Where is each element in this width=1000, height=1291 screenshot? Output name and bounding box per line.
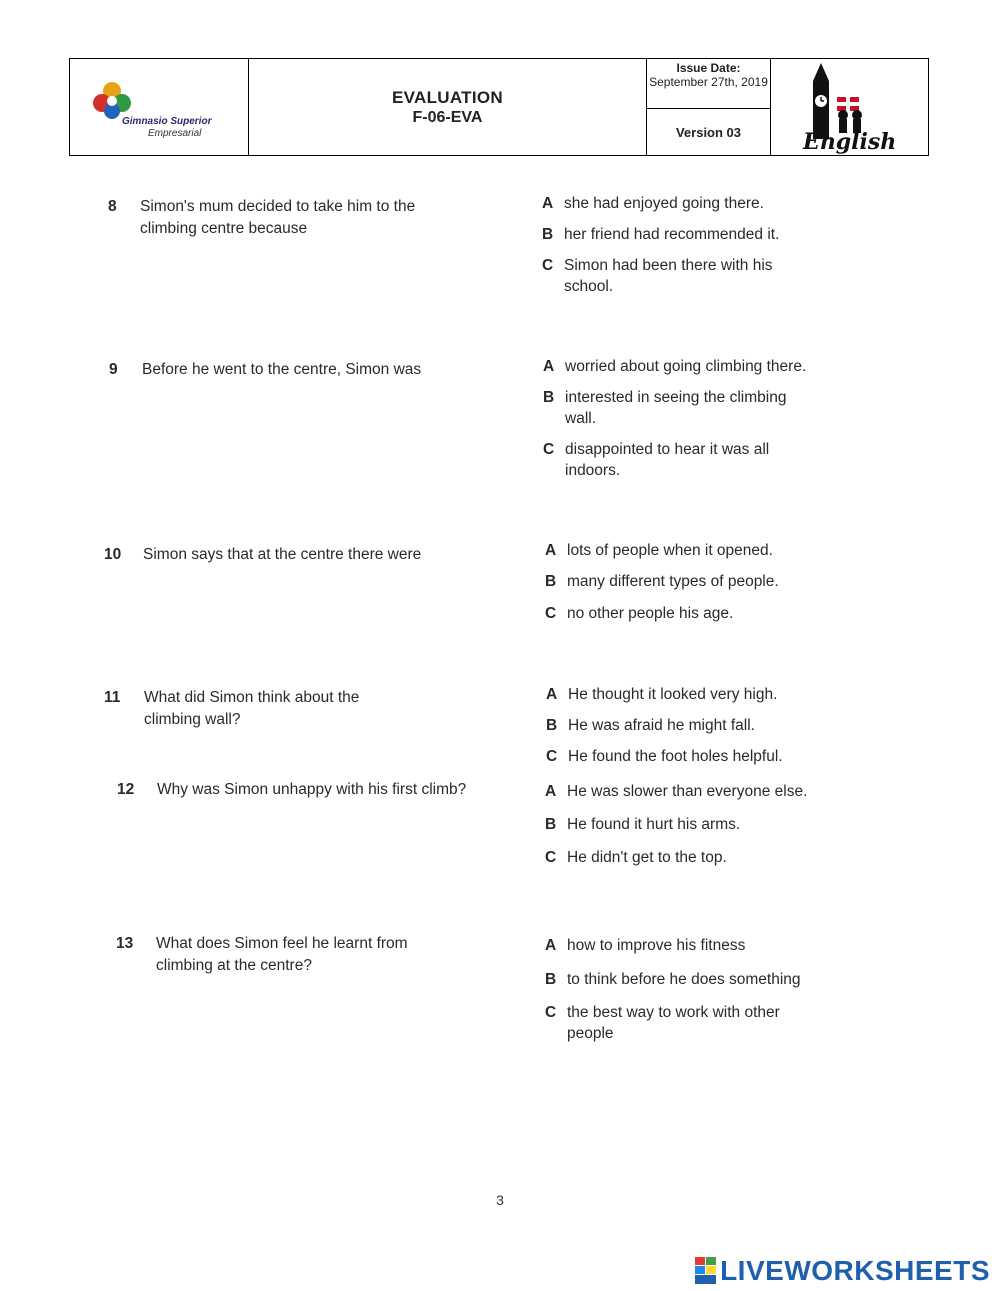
option-text: worried about going climbing there. (565, 358, 807, 375)
question-stem: Simon's mum decided to take him to the climbing centre because (140, 198, 416, 237)
option-letter: C (543, 441, 555, 458)
question-stem: Why was Simon unhappy with his first climb? (157, 781, 467, 798)
school-subtitle: Empresarial (148, 128, 202, 139)
liveworksheets-footer[interactable] (695, 1255, 990, 1287)
option-letter: B (543, 389, 555, 406)
option-text: interested in seeing the climbing wall. (565, 389, 787, 427)
question-number: 13 (116, 935, 134, 952)
option-text: her friend had recommended it. (564, 226, 780, 243)
option-letter: B (545, 816, 557, 833)
english-logo-cell (771, 59, 928, 155)
document-header (69, 58, 929, 156)
option-text: how to improve his fitness (567, 937, 746, 954)
school-logo-cell (70, 59, 249, 155)
option-text: no other people his age. (567, 605, 734, 622)
question-number: 11 (104, 689, 121, 706)
question-stem: Before he went to the centre, Simon was (142, 361, 422, 378)
option-text: He was slower than everyone else. (567, 783, 808, 800)
english-logo-text: English (803, 129, 897, 155)
question-number: 8 (108, 198, 117, 215)
option-letter: C (545, 605, 557, 622)
option-text: He didn't get to the top. (567, 849, 727, 866)
option-letter: C (542, 257, 554, 274)
question-stem: What does Simon feel he learnt from climbing at the centre? (156, 935, 408, 974)
option-letter: C (545, 1004, 557, 1021)
option-text: Simon had been there with his school. (564, 257, 773, 295)
option-text: many different types of people. (567, 573, 779, 590)
option-letter: C (546, 748, 558, 765)
question-number: 9 (109, 361, 118, 378)
option-letter: A (546, 686, 558, 703)
option-letter: A (543, 358, 555, 375)
option-text: to think before he does something (567, 971, 801, 988)
option-letter: B (546, 717, 558, 734)
issue-cell (647, 59, 771, 155)
option-text: disappointed to hear it was all indoors. (565, 441, 770, 479)
option-text: He was afraid he might fall. (568, 717, 755, 734)
title-cell (249, 59, 647, 155)
document-code: F-06-EVA (412, 108, 483, 126)
question-number: 10 (104, 546, 122, 563)
option-text: He found it hurt his arms. (567, 816, 741, 833)
option-text: lots of people when it opened. (567, 542, 773, 559)
question-stem: Simon says that at the centre there were (143, 546, 422, 563)
liveworksheets-brand: LIVEWORKSHEETS (720, 1255, 990, 1286)
version-label: Version 03 (675, 124, 742, 140)
option-letter: C (545, 849, 557, 866)
document-title: EVALUATION (392, 87, 503, 107)
option-letter: A (545, 783, 557, 800)
question-stem: What did Simon think about the climbing wall? (144, 689, 360, 728)
option-letter: A (545, 542, 557, 559)
issue-date-box (647, 59, 770, 109)
option-letter: B (545, 971, 557, 988)
option-letter: B (545, 573, 557, 590)
issue-date-label: Issue Date: (676, 61, 741, 75)
option-text: she had enjoyed going there. (564, 195, 764, 212)
big-ben-english-icon (799, 59, 899, 155)
page-number: 3 (496, 1192, 504, 1208)
option-text: the best way to work with other people (567, 1004, 780, 1042)
option-text: He found the foot holes helpful. (568, 748, 783, 765)
school-name: Gimnasio Superior (122, 116, 212, 127)
question-number: 12 (117, 781, 135, 798)
option-text: He thought it looked very high. (568, 686, 778, 703)
option-letter: A (542, 195, 554, 212)
liveworksheets-logo-icon (695, 1257, 717, 1285)
option-letter: A (545, 937, 557, 954)
option-letter: B (542, 226, 554, 243)
issue-date-value: September 27th, 2019 (649, 75, 768, 89)
